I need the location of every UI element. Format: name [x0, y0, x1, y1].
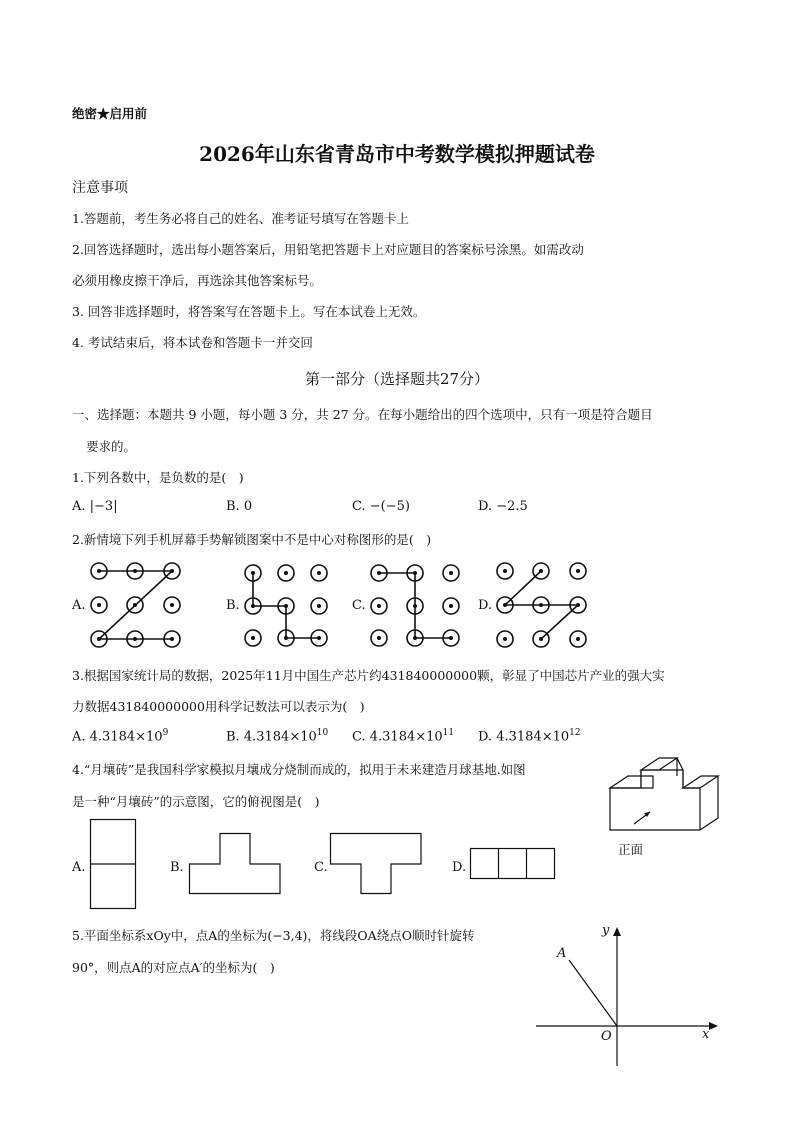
unlock-pattern-b: [242, 563, 332, 653]
point-a-label: A: [557, 946, 567, 961]
question-3-option-d[interactable]: D. $4.3184\times 10^{12}$: [478, 728, 581, 745]
question-2-label-a[interactable]: A.: [72, 598, 86, 613]
note-item-1: 1.答题前，考生务必将自己的姓名、准考证号填写在答题卡上: [72, 211, 409, 226]
question-4-stem-cont: 是一种“月壤砖”的示意图，它的俯视图是( ): [72, 794, 320, 809]
question-1-option-a[interactable]: A. |−3|: [72, 499, 118, 514]
top-view-option-a: [90, 819, 136, 910]
question-4-stem: 4.“月壤砖”是我国科学家模拟月壤成分烧制而成的，拟用于未来建造月球基地.如图: [72, 762, 526, 777]
note-item-2-cont: 必须用橡皮擦干净后，再选涂其他答案标号。: [72, 273, 323, 288]
x-axis-label: x: [702, 1027, 710, 1042]
unlock-pattern-a: [88, 561, 184, 651]
section-heading: 第一部分（选择题共27分）: [304, 370, 490, 388]
question-1-option-c[interactable]: C. −(−5): [352, 499, 410, 514]
question-3-option-b[interactable]: B. $4.3184\times 10^{10}$: [226, 728, 329, 745]
question-1-option-b[interactable]: B. 0: [226, 499, 253, 514]
secret-label: 绝密★启用前: [72, 106, 148, 121]
origin-label: O: [601, 1029, 612, 1044]
question-3-option-a[interactable]: A. $4.3184\times 10^9$: [72, 728, 169, 745]
page-title: 2026年山东省青岛市中考数学模拟押题试卷: [199, 142, 595, 166]
section-instruction-cont: 要求的。: [86, 439, 137, 454]
question-2-stem: 2.新情境下列手机屏幕手势解锁图案中不是中心对称图形的是( ): [72, 532, 432, 547]
section-instruction: 一、选择题：本题共 9 小题，每小题 3 分，共 27 分。在每小题给出的四个选项中，只有一项是符合题目: [72, 407, 653, 422]
question-3-stem-cont: 力数据431840000000用科学记数法可以表示为( ): [72, 699, 365, 714]
question-3-stem: 3.根据国家统计局的数据，2025年11月中国生产芯片约431840000000颗，彰显了中国芯片产业的强大实: [72, 668, 665, 683]
coordinate-figure: [536, 922, 722, 1068]
question-2-label-d[interactable]: D.: [478, 598, 493, 613]
question-1-stem: 1.下列各数中，是负数的是( ): [72, 470, 244, 485]
question-4-label-c[interactable]: C.: [314, 860, 328, 875]
figure-label-front: 正面: [618, 842, 644, 857]
top-view-option-d: [470, 848, 556, 880]
y-axis-label: y: [602, 923, 610, 938]
question-2-label-b[interactable]: B.: [226, 598, 240, 613]
question-4-label-a[interactable]: A.: [72, 860, 86, 875]
moon-brick-figure: [606, 758, 722, 836]
question-4-label-b[interactable]: B.: [170, 860, 184, 875]
question-5-stem-cont: 90°，则点A的对应点A′的坐标为( ): [72, 960, 275, 975]
note-item-3: 3. 回答非选择题时，将答案写在答题卡上。写在本试卷上无效。: [72, 304, 426, 319]
note-item-4: 4. 考试结束后，将本试卷和答题卡一并交回: [72, 335, 313, 350]
top-view-option-c: [330, 833, 422, 895]
question-5-stem: 5.平面坐标系xOy中，点A的坐标为(−3,4)，将线段OA绕点O顺时针旋转: [72, 928, 475, 943]
question-3-option-c[interactable]: C. $4.3184\times 10^{11}$: [352, 728, 455, 745]
question-1-option-d[interactable]: D. −2.5: [478, 499, 528, 514]
x-axis-arrow-icon: [709, 1022, 718, 1030]
unlock-pattern-c: [368, 563, 463, 653]
unlock-pattern-d: [494, 561, 590, 651]
y-axis-arrow-icon: [613, 927, 621, 936]
top-view-option-b: [189, 833, 281, 895]
question-2-label-c[interactable]: C.: [352, 598, 366, 613]
note-item-2: 2.回答选择题时，选出每小题答案后，用铅笔把答题卡上对应题目的答案标号涂黑。如需改动: [72, 242, 584, 257]
question-4-label-d[interactable]: D.: [452, 860, 467, 875]
notes-heading: 注意事项: [72, 180, 128, 196]
